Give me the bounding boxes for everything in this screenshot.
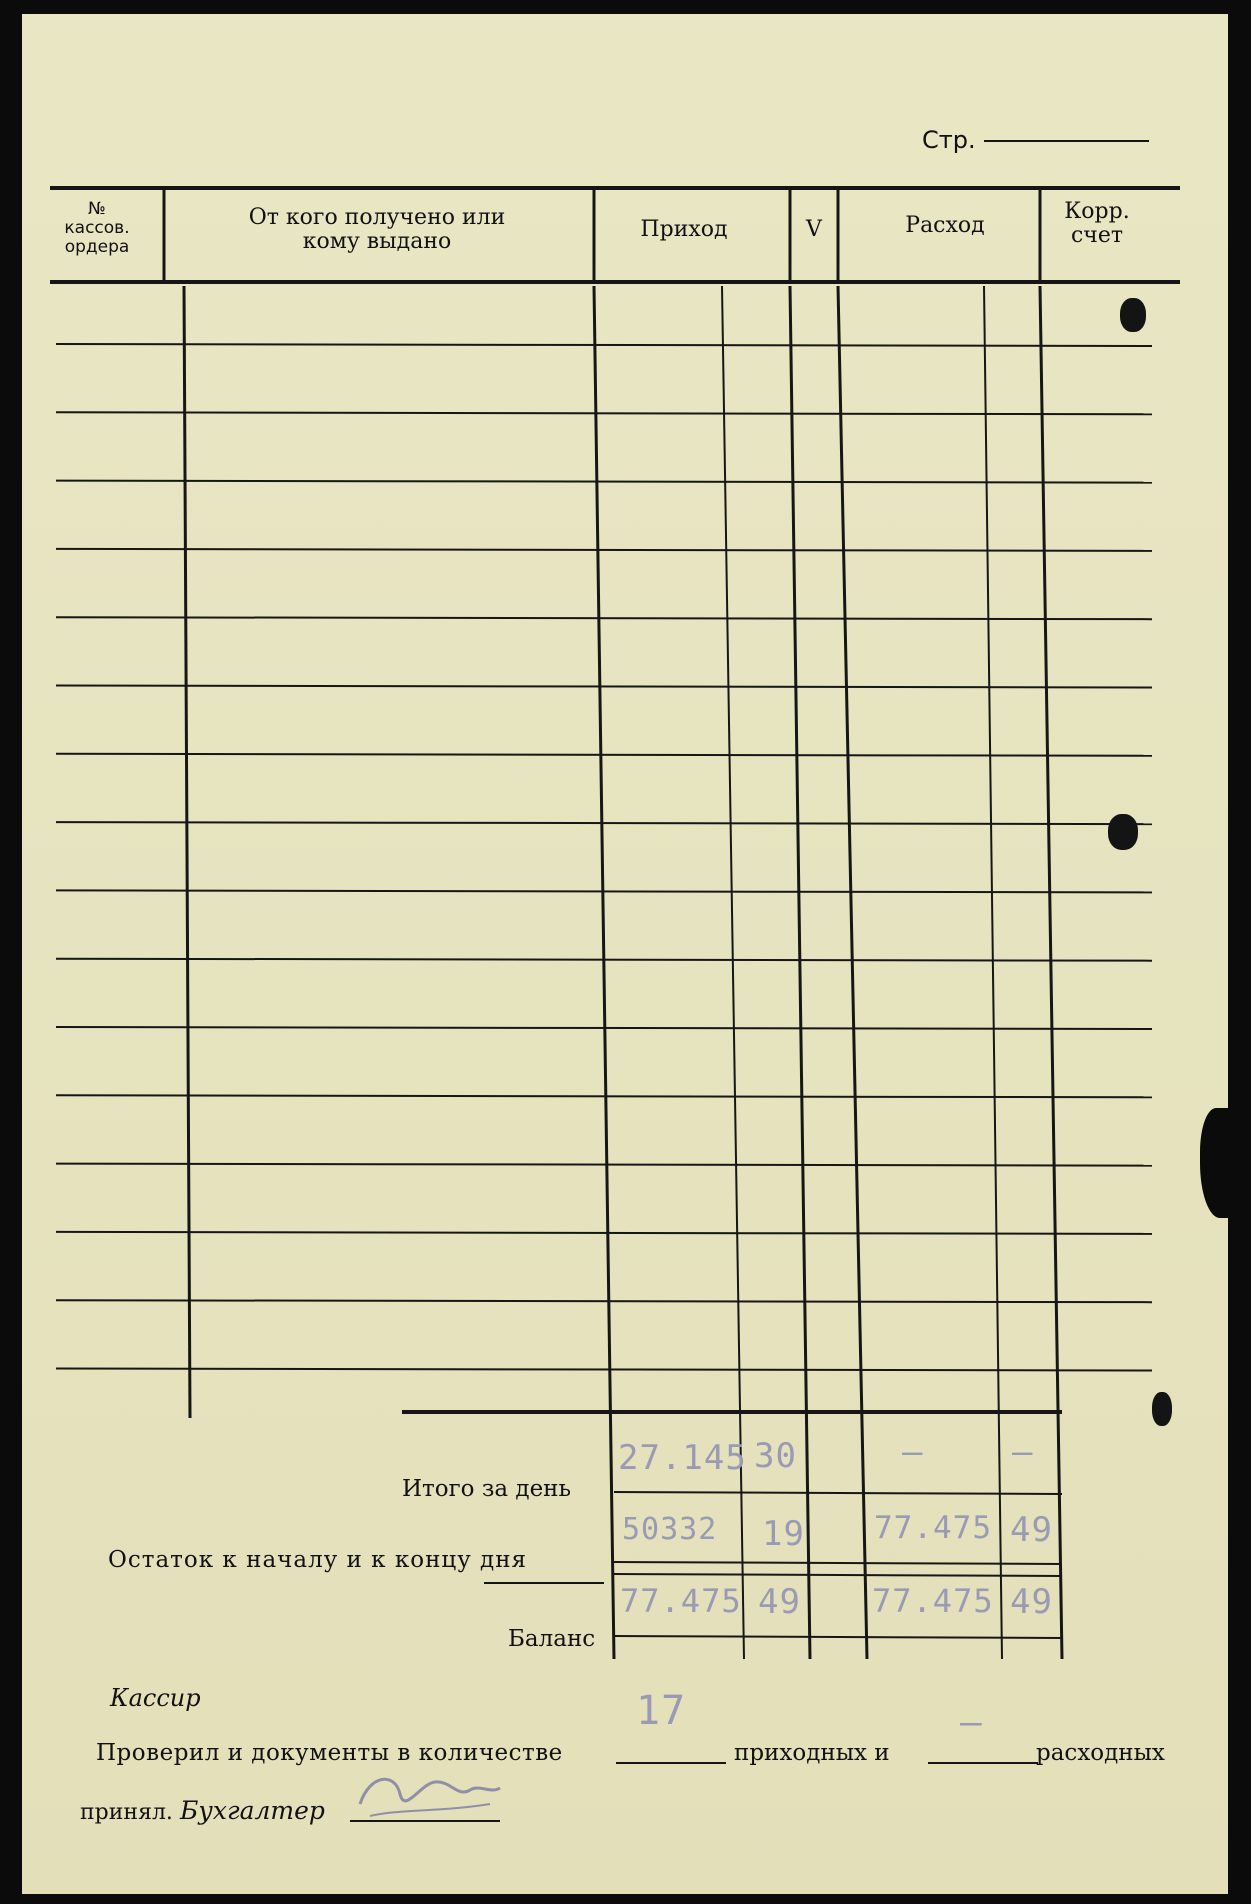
ledger-row-line-3 bbox=[56, 481, 1152, 483]
grand-income: 77.475 bbox=[620, 1582, 742, 1620]
ledger-row-line-13 bbox=[56, 1164, 1152, 1166]
col-line-expense-kop bbox=[984, 286, 1002, 1659]
grand-rule bbox=[614, 1636, 1062, 1638]
day-total-label: Итого за день bbox=[402, 1476, 572, 1502]
balance-start-kop: 19 bbox=[762, 1514, 805, 1554]
ledger-row-line-8 bbox=[56, 822, 1152, 824]
header-corr-account-text: Корр. счет bbox=[1064, 199, 1130, 248]
grand-expense-kop: 49 bbox=[1010, 1582, 1053, 1622]
day-total-expense-kop: – bbox=[1012, 1432, 1034, 1472]
binding-hole-1 bbox=[1120, 298, 1146, 332]
balance-end-kop: 49 bbox=[1010, 1510, 1053, 1550]
col-line-expense bbox=[838, 286, 867, 1659]
col-line-corr bbox=[1040, 286, 1062, 1659]
col-line-from-whom bbox=[184, 286, 190, 1418]
expense-docs-line bbox=[928, 1762, 1038, 1764]
binding-hole-2 bbox=[1108, 814, 1138, 850]
ledger-row-line-6 bbox=[56, 686, 1152, 688]
cashier-label: Кассир bbox=[110, 1684, 201, 1712]
page-number-label: Стр. bbox=[922, 126, 976, 154]
ledger-page bbox=[22, 14, 1228, 1894]
header-order-no-text: № кассов. ордера bbox=[64, 199, 130, 257]
accountant-label: Бухгалтер bbox=[180, 1796, 325, 1825]
day-total-income: 27.145 bbox=[618, 1438, 747, 1478]
balance-rule bbox=[614, 1562, 1062, 1564]
balance-label: Остаток к началу и к концу дня bbox=[108, 1547, 528, 1573]
balance-rule-2 bbox=[614, 1574, 1062, 1576]
header-check-text: V bbox=[806, 217, 822, 242]
ledger-row-line-7 bbox=[56, 754, 1152, 756]
income-docs-label: приходных и bbox=[734, 1740, 890, 1766]
ledger-row-line-2 bbox=[56, 412, 1152, 414]
header-expense-text: Расход bbox=[905, 213, 985, 238]
balance-end: 77.475 bbox=[874, 1510, 992, 1546]
header-income-text: Приход bbox=[640, 217, 728, 242]
header-from-whom-text: От кого получено или кому выдано bbox=[248, 205, 506, 254]
ledger-row-line-16 bbox=[56, 1369, 1152, 1371]
day-total-income-kop: 30 bbox=[754, 1436, 797, 1476]
accountant-signature bbox=[340, 1754, 520, 1834]
grand-income-kop: 49 bbox=[758, 1582, 801, 1622]
balance-start: 50332 bbox=[622, 1512, 718, 1547]
ledger-row-line-14 bbox=[56, 1232, 1152, 1234]
ledger-row-line-15 bbox=[56, 1300, 1152, 1302]
ledger-row-line-9 bbox=[56, 890, 1152, 892]
expense-docs-count: – bbox=[960, 1702, 983, 1743]
ledger-row-line-11 bbox=[56, 1027, 1152, 1029]
income-docs-line bbox=[616, 1762, 726, 1764]
day-total-rule bbox=[614, 1492, 1062, 1494]
grand-balance-label: Баланс bbox=[508, 1626, 596, 1652]
day-total-expense: – bbox=[902, 1432, 924, 1472]
income-docs-count: 17 bbox=[636, 1688, 687, 1734]
balance-label-underline bbox=[484, 1582, 604, 1584]
ledger-row-line-12 bbox=[56, 1095, 1152, 1097]
checked-label: Проверил и документы в количестве bbox=[96, 1740, 563, 1766]
col-line-income bbox=[594, 286, 614, 1659]
ledger-row-line-10 bbox=[56, 959, 1152, 961]
binding-hole-3 bbox=[1152, 1392, 1172, 1426]
accepted-label: принял. bbox=[80, 1800, 173, 1825]
grand-expense: 77.475 bbox=[872, 1582, 994, 1620]
expense-docs-label: расходных bbox=[1036, 1740, 1165, 1766]
ledger-row-line-1 bbox=[56, 344, 1152, 346]
